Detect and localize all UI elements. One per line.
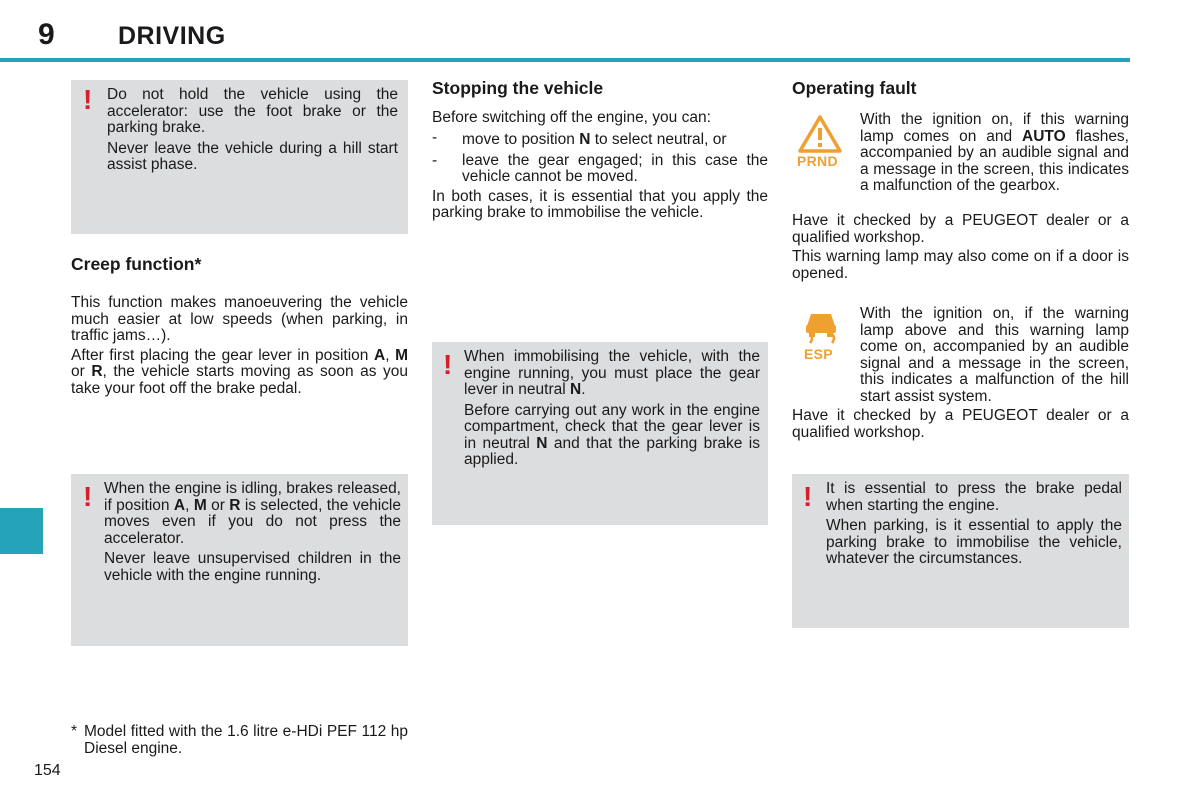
warning-paragraph: Do not hold the vehicle using the accelerator: use the foot brake or the parking brake. [107,86,398,136]
chapter-title: DRIVING [118,22,226,50]
section-heading-fault: Operating fault [792,78,917,98]
warning-text [826,481,1122,572]
warning-box-creep [71,474,408,646]
creep-text [71,295,408,400]
paragraph: Have it checked by a PEUGEOT dealer or a qualified workshop. [792,212,1129,246]
warning-text [107,87,398,178]
header-rule [0,58,1130,62]
paragraph: With the ignition on, if this warning lamp comes on and AUTO flashes, accompanied by an audible signal and a message in the screen, this indicates a malfunction of the gearbox. [860,111,1129,194]
fault-text [792,213,1129,285]
prnd-label: PRND [797,153,838,169]
warning-text [464,349,760,473]
warning-paragraph: When parking, is it essential to apply the parking brake to immobilise the vehicle, whatever the circumstances. [826,517,1122,567]
paragraph: In both cases, it is essential that you apply the parking brake to immobilise the vehicle. [432,187,768,221]
warning-text [104,481,401,588]
paragraph: This warning lamp may also come on if a door is opened. [792,248,1129,282]
chapter-tab [0,508,43,554]
page-number: 154 [34,762,61,779]
fault-text-indented [860,306,1129,408]
paragraph: Before switching off the engine, you can: [432,109,711,126]
esp-label: ESP [804,346,833,362]
section-heading-stopping: Stopping the vehicle [432,78,604,98]
stopping-text [432,110,768,225]
warning-paragraph: It is essential to press the brake pedal when starting the engine. [826,480,1122,514]
warning-paragraph: Never leave the vehicle during a hill start assist phase. [107,139,398,173]
chapter-number: 9 [38,18,55,51]
esp-skid-icon [802,310,840,344]
footnote-marker: * [71,723,78,740]
warning-box-starting [792,474,1129,628]
warning-exclamation-icon: ! [803,481,813,512]
warning-box-hill-start [71,80,408,234]
warning-paragraph: When the engine is idling, brakes released, if position A, M or R is selected, the vehicle moves even if you do not press the accelerator. [104,480,401,547]
list-item: - leave the gear engaged; in this case the vehicle cannot be moved. [432,151,768,185]
footnote [71,724,408,757]
warning-paragraph: When immobilising the vehicle, with the engine running, you must place the gear lever in neutral N. [464,348,760,398]
paragraph: Have it checked by a PEUGEOT dealer or a qualified workshop. [792,407,1129,441]
list-item: - move to position N to select neutral, or [432,128,727,148]
fault-text-indented [860,112,1129,198]
footnote-text: Model fitted with the 1.6 litre e-HDi PEF 112 hp Diesel engine. [84,723,408,757]
warning-paragraph: Before carrying out any work in the engine compartment, check that the gear lever is in neutral N and that the parking brake is applied. [464,401,760,468]
warning-box-immobilising [432,342,768,525]
warning-exclamation-icon: ! [443,349,453,380]
section-heading-creep: Creep function* [71,254,202,274]
fault-text [792,408,1129,444]
warning-paragraph: Never leave unsupervised children in the vehicle with the engine running. [104,550,401,584]
warning-exclamation-icon: ! [83,481,93,512]
warning-exclamation-icon: ! [83,84,93,115]
paragraph: After first placing the gear lever in position A, M or R, the vehicle starts moving as soon as you take your foot off the brake pedal. [71,346,408,397]
warning-triangle-icon [797,114,843,154]
paragraph: This function makes manoeuvering the vehicle much easier at low speeds (when parking, in traffic jams…). [71,294,408,344]
paragraph: With the ignition on, if the warning lamp above and this warning lamp come on, accompanied by an audible signal and a message in the screen, this indicates a malfunction of the hill start assist system. [860,305,1129,405]
